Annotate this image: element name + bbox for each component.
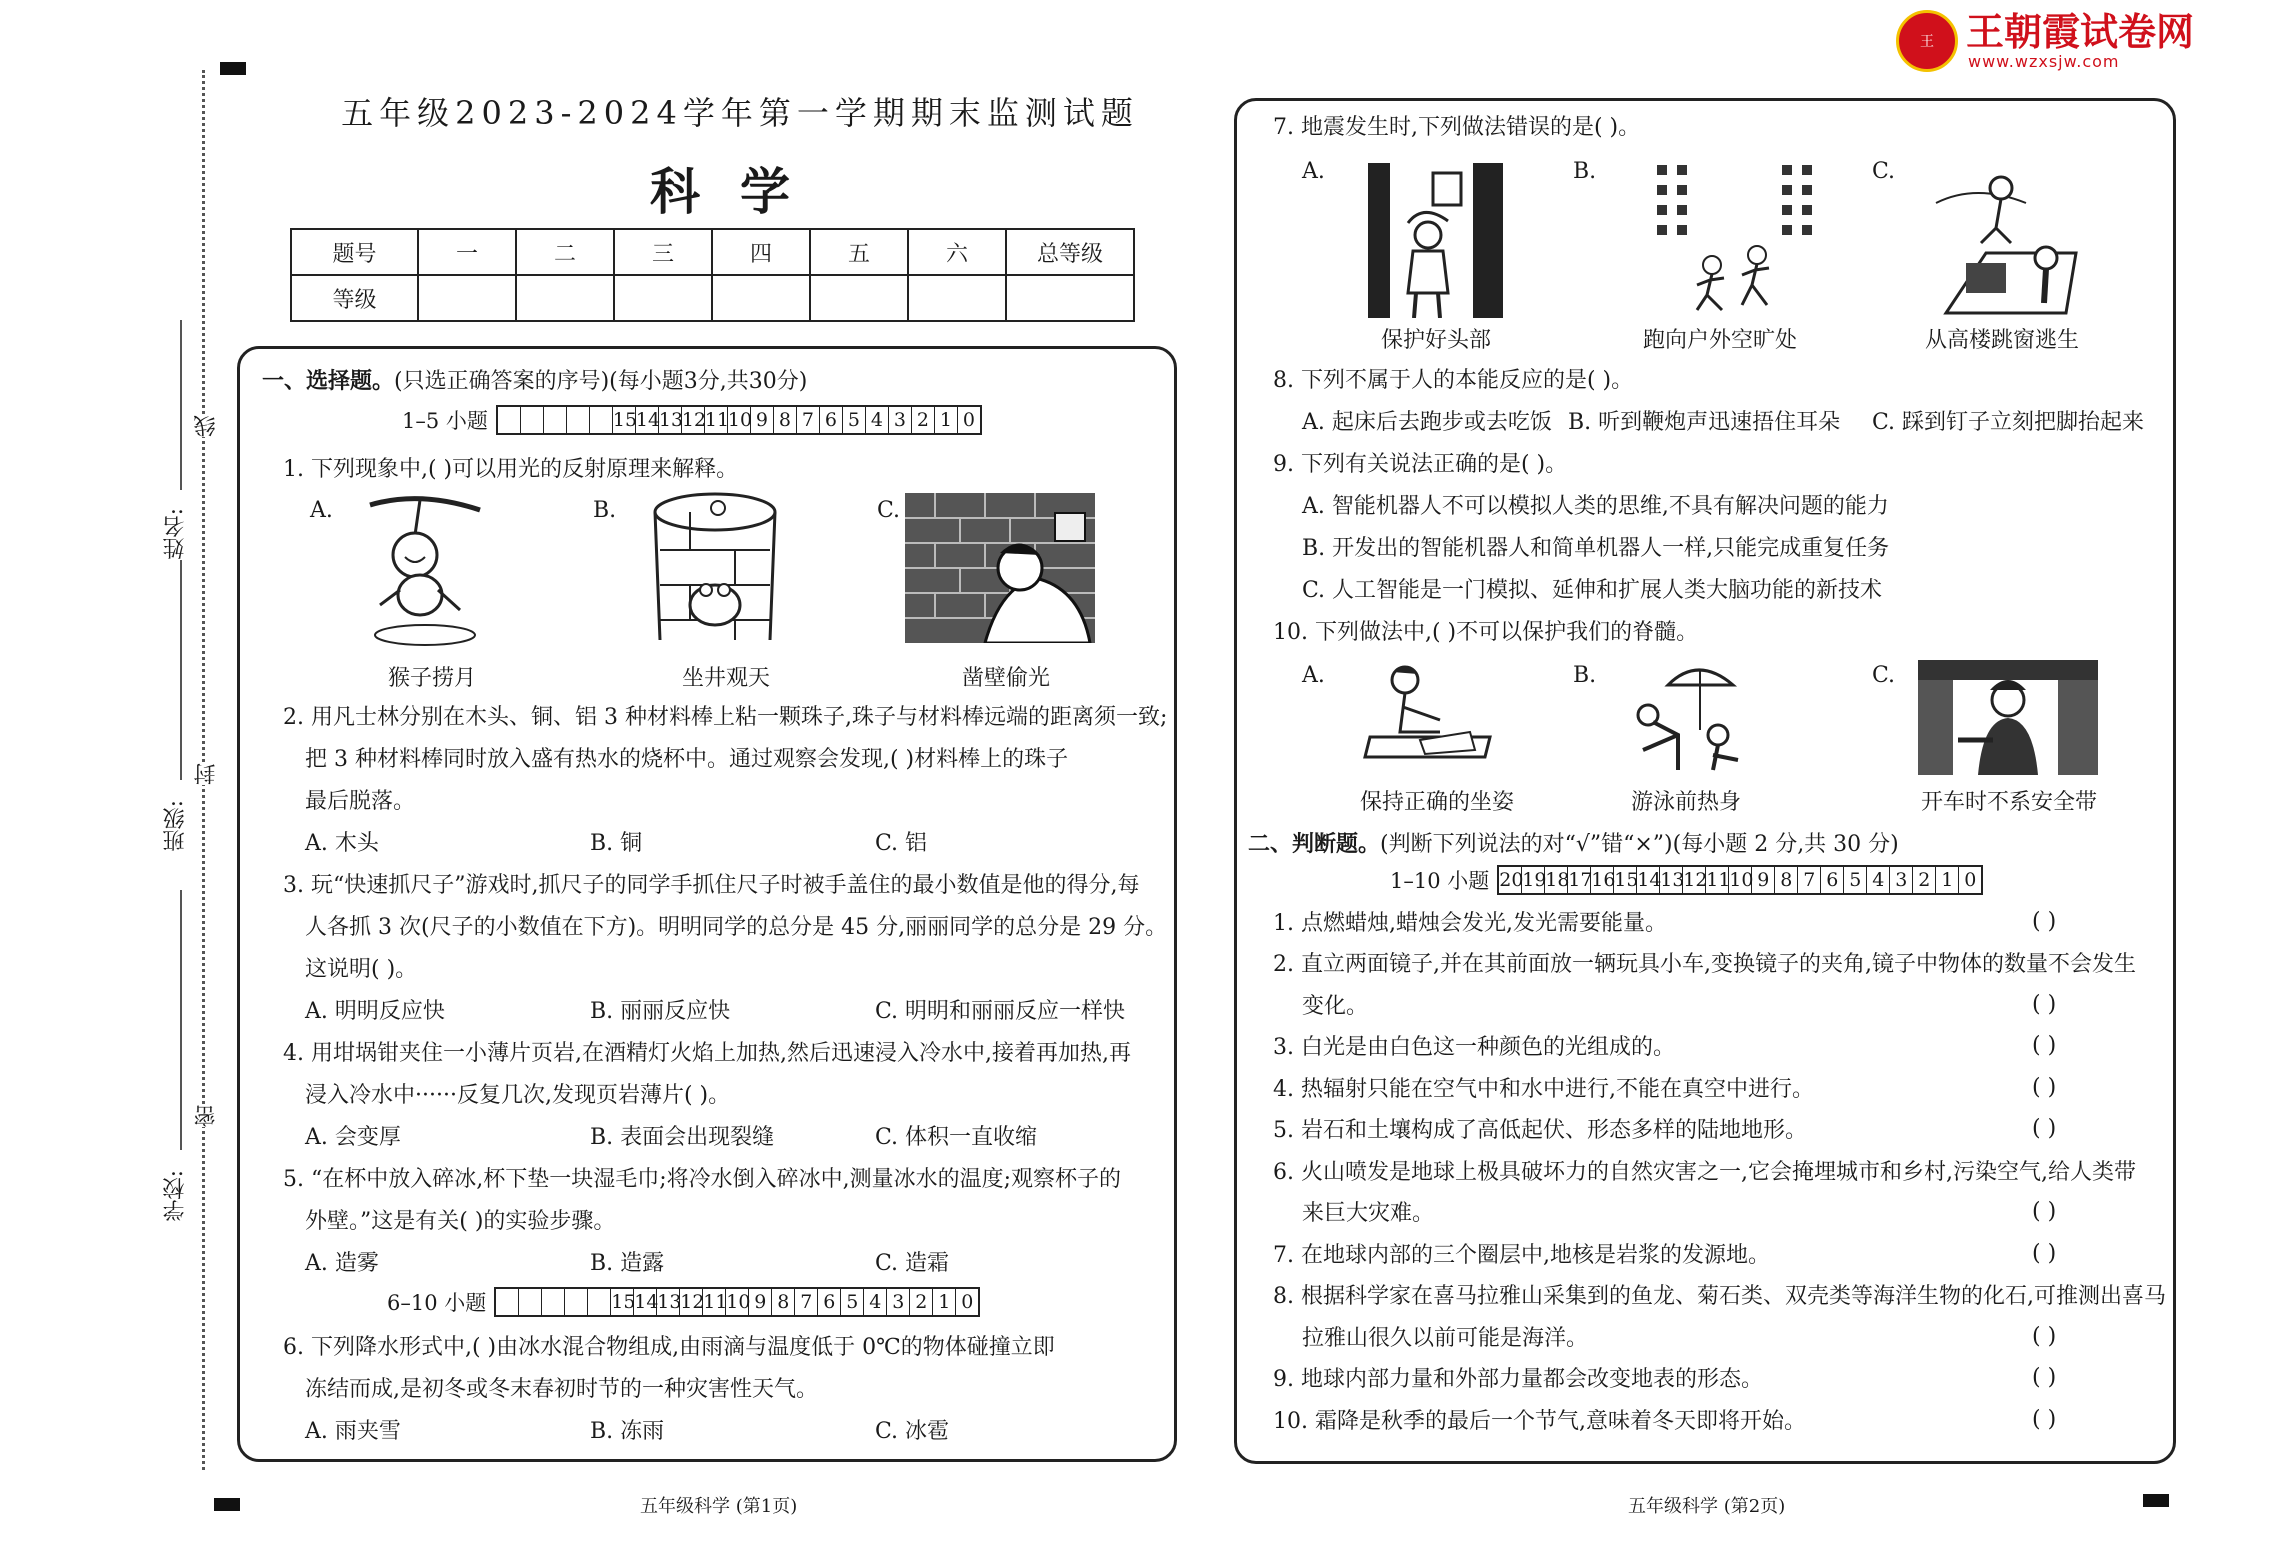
score-cell[interactable]: 5 bbox=[843, 407, 866, 433]
grade-table bbox=[290, 228, 1135, 322]
q1-option-a[interactable]: A. bbox=[310, 498, 333, 523]
judge-item-3: 3. 白光是由白色这一种颜色的光组成的。 bbox=[1273, 1035, 1675, 1060]
judge-item-1: 1. 点燃蜡烛,蜡烛会发光,发光需要能量。 bbox=[1273, 911, 1667, 936]
score-cell[interactable]: 5 bbox=[1844, 867, 1867, 893]
q4-line2: 浸入冷水中······反复几次,发现页岩薄片( )。 bbox=[305, 1083, 731, 1108]
q8-option-c[interactable]: C. 踩到钉子立刻把脚抬起来 bbox=[1872, 410, 2145, 435]
q2-line1: 2. 用凡士林分别在木头、铜、铝 3 种材料棒上粘一颗珠子,珠子与材料棒远端的距离须一致; bbox=[283, 705, 1168, 730]
score-cell[interactable]: 13 bbox=[1660, 869, 1685, 891]
q7-stem: 7. 地震发生时,下列做法错误的是( )。 bbox=[1273, 115, 1641, 140]
score-cell[interactable]: 4 bbox=[866, 407, 889, 433]
q5-option-b[interactable]: B. 造露 bbox=[590, 1251, 665, 1276]
judge-answer-5[interactable]: ( ) bbox=[2032, 1116, 2057, 1141]
score-cell[interactable]: 17 bbox=[1568, 869, 1593, 891]
q6-option-c[interactable]: C. 冰雹 bbox=[875, 1419, 950, 1444]
registration-mark bbox=[220, 62, 246, 75]
score-cell[interactable]: 0 bbox=[962, 409, 975, 431]
grade-input-cell[interactable] bbox=[614, 275, 712, 321]
binding-feng-word: 封 bbox=[191, 763, 222, 785]
q7-caption-a: 保护好头部 bbox=[1381, 328, 1492, 353]
answer-cell[interactable] bbox=[519, 1289, 542, 1315]
judge-item-8-cont: 拉雅山很久以前可能是海洋。 bbox=[1302, 1326, 1589, 1351]
score-cell[interactable]: 12 bbox=[680, 1291, 705, 1313]
grade-input-cell[interactable] bbox=[810, 275, 908, 321]
grade-input-cell[interactable] bbox=[908, 275, 1006, 321]
score-cell[interactable]: 6 bbox=[818, 1289, 841, 1315]
logo-title: 王朝霞试卷网 bbox=[1966, 9, 2195, 54]
judge-answer-9[interactable]: ( ) bbox=[2032, 1365, 2057, 1390]
judge-item-6: 6. 火山喷发是地球上极具破坏力的自然灾害之一,它会掩埋城市和乡村,污染空气,给人类带 bbox=[1273, 1160, 2136, 1185]
score-cell[interactable]: 6 bbox=[1821, 867, 1844, 893]
score-cell[interactable]: 8 bbox=[774, 407, 797, 433]
q1-stem: 1. 下列现象中,( )可以用光的反射原理来解释。 bbox=[283, 457, 739, 482]
score-cell[interactable]: 1 bbox=[935, 407, 958, 433]
judge-item-2: 2. 直立两面镜子,并在其前面放一辆玩具小车,变换镜子的夹角,镜子中物体的数量不会发生 bbox=[1273, 952, 2136, 977]
registration-mark bbox=[2143, 1494, 2169, 1507]
jump-window-illustration bbox=[1926, 163, 2086, 323]
score-cell[interactable]: 16 bbox=[1591, 869, 1616, 891]
binding-xian-word: 线 bbox=[191, 415, 222, 437]
score-cell[interactable]: 9 bbox=[749, 1289, 772, 1315]
judge-item-7: 7. 在地球内部的三个圈层中,地核是岩浆的发源地。 bbox=[1273, 1243, 1770, 1268]
no-seatbelt-illustration bbox=[1918, 660, 2098, 775]
page-footer-left: 五年级科学 (第1页) bbox=[640, 1496, 798, 1517]
site-logo bbox=[1896, 10, 2194, 72]
q7-option-a[interactable]: A. bbox=[1302, 159, 1325, 184]
protect-head-illustration bbox=[1368, 163, 1503, 318]
section2-title: 二、判断题。 bbox=[1248, 831, 1381, 857]
judge-answer-4[interactable]: ( ) bbox=[2032, 1075, 2057, 1100]
q8-stem: 8. 下列不属于人的本能反应的是( )。 bbox=[1273, 368, 1634, 393]
q6-option-a[interactable]: A. 雨夹雪 bbox=[305, 1419, 401, 1444]
score-cell[interactable]: 8 bbox=[772, 1289, 795, 1315]
section1-title: 一、选择题。 bbox=[262, 368, 395, 394]
q4-option-a[interactable]: A. 会变厚 bbox=[305, 1125, 401, 1150]
run-outside-illustration bbox=[1652, 160, 1817, 320]
q9-stem: 9. 下列有关说法正确的是( )。 bbox=[1273, 452, 1568, 477]
judge-item-2-cont: 变化。 bbox=[1302, 994, 1369, 1019]
score-cell[interactable]: 5 bbox=[841, 1289, 864, 1315]
q9-option-c[interactable]: C. 人工智能是一门模拟、延伸和扩展人类大脑功能的新技术 bbox=[1302, 578, 1883, 603]
score-cell[interactable]: 3 bbox=[889, 407, 912, 433]
q8-option-a[interactable]: A. 起床后去跑步或去吃饭 bbox=[1302, 410, 1552, 435]
exam-title: 五年级2023-2024学年第一学期期末监测试题 bbox=[341, 94, 1139, 132]
logo-url: www.wzxsjw.com bbox=[1968, 51, 2120, 71]
answer-cell[interactable] bbox=[521, 407, 544, 433]
answer-row-6-10 bbox=[387, 1287, 980, 1317]
score-cell[interactable]: 10 bbox=[726, 1291, 751, 1313]
q1-caption-a: 猴子捞月 bbox=[388, 666, 477, 691]
score-cell[interactable]: 9 bbox=[751, 407, 774, 433]
q8-option-b[interactable]: B. 听到鞭炮声迅速捂住耳朵 bbox=[1568, 410, 1841, 435]
section2-heading bbox=[1248, 827, 1899, 858]
q7-caption-b: 跑向户外空旷处 bbox=[1643, 328, 1798, 353]
judge-item-5: 5. 岩石和土壤构成了高低起伏、形态多样的陆地地形。 bbox=[1273, 1118, 1807, 1143]
score-cell[interactable]: 0 bbox=[961, 1291, 974, 1313]
score-cell[interactable]: 7 bbox=[795, 1289, 818, 1315]
q5-option-a[interactable]: A. 造雾 bbox=[305, 1251, 379, 1276]
q10-option-b[interactable]: B. bbox=[1573, 663, 1597, 688]
grade-input-cell[interactable] bbox=[712, 275, 810, 321]
q5-line2: 外壁。”这是有关( )的实验步骤。 bbox=[305, 1209, 616, 1234]
judge-answer-7[interactable]: ( ) bbox=[2032, 1241, 2057, 1266]
judge-item-8: 8. 根据科学家在喜马拉雅山采集到的鱼龙、菊石类、双壳类等海洋生物的化石,可推测出喜马 bbox=[1273, 1284, 2166, 1309]
grade-cell: 等级 bbox=[291, 275, 418, 321]
answer-row-label: 1–10 小题 bbox=[1390, 869, 1490, 893]
answer-row-1-5 bbox=[402, 405, 982, 435]
score-cell[interactable]: 4 bbox=[864, 1289, 887, 1315]
answer-cell[interactable] bbox=[567, 407, 590, 433]
judge-item-4: 4. 热辐射只能在空气中和水中进行,不能在真空中进行。 bbox=[1273, 1077, 1814, 1102]
binding-name-label: 姓名: bbox=[163, 508, 188, 560]
page-footer-right: 五年级科学 (第2页) bbox=[1628, 1496, 1786, 1517]
q2-option-a[interactable]: A. 木头 bbox=[305, 831, 379, 856]
judge-item-6-cont: 来巨大灾难。 bbox=[1302, 1201, 1435, 1226]
q1-option-b[interactable]: B. bbox=[593, 498, 617, 523]
q9-option-a[interactable]: A. 智能机器人不可以模拟人类的思维,不具有解决问题的能力 bbox=[1302, 494, 1889, 519]
q3-line1: 3. 玩“快速抓尺子”游戏时,抓尺子的同学手抓住尺子时被手盖住的最小数值是他的得分,每 bbox=[283, 873, 1140, 898]
q5-line1: 5. “在杯中放入碎冰,杯下垫一块湿毛巾;将冷水倒入碎冰中,测量冰水的温度;观察杯子的 bbox=[283, 1167, 1122, 1192]
judge-answer-1[interactable]: ( ) bbox=[2032, 909, 2057, 934]
score-cell[interactable]: 8 bbox=[1775, 867, 1798, 893]
logo-badge-icon: 王 bbox=[1896, 10, 1958, 72]
score-cell[interactable]: 15 bbox=[612, 409, 638, 431]
binding-class-label: 班级: bbox=[163, 800, 188, 852]
q10-option-c[interactable]: C. bbox=[1872, 663, 1896, 688]
q10-caption-b: 游泳前热身 bbox=[1631, 790, 1742, 815]
score-cell[interactable]: 0 bbox=[1964, 869, 1977, 891]
score-cell[interactable]: 19 bbox=[1522, 869, 1547, 891]
grade-cell: 题号 bbox=[291, 229, 418, 275]
registration-mark bbox=[214, 1498, 240, 1511]
q6-line2: 冻结而成,是初冬或冬末春初时节的一种灾害性天气。 bbox=[305, 1377, 818, 1402]
q2-line2: 把 3 种材料棒同时放入盛有热水的烧杯中。通过观察会发现,( )材料棒上的珠子 bbox=[305, 747, 1069, 772]
q10-option-a[interactable]: A. bbox=[1302, 663, 1325, 688]
grade-cell: 四 bbox=[712, 229, 810, 275]
binding-name-underline bbox=[180, 320, 182, 490]
q3-line2: 人各抓 3 次(尺子的小数值在下方)。明明同学的总分是 45 分,丽丽同学的总分是 29 分。 bbox=[305, 915, 1168, 940]
score-cell[interactable]: 10 bbox=[1729, 869, 1754, 891]
q6-option-b[interactable]: B. 冻雨 bbox=[590, 1419, 665, 1444]
q10-caption-a: 保持正确的坐姿 bbox=[1360, 790, 1515, 815]
monkey-illustration bbox=[360, 495, 490, 650]
score-cell[interactable]: 3 bbox=[887, 1289, 910, 1315]
section2-instructions: (判断下列说法的对“√”错“×”)(每小题 2 分,共 30 分) bbox=[1380, 832, 1899, 857]
grade-cell: 一 bbox=[418, 229, 516, 275]
answer-cell[interactable] bbox=[590, 407, 613, 433]
q4-line1: 4. 用坩埚钳夹住一小薄片页岩,在酒精灯火焰上加热,然后迅速浸入冷水中,接着再加热,再 bbox=[283, 1041, 1131, 1066]
score-cell[interactable]: 14 bbox=[634, 1291, 659, 1313]
q4-option-b[interactable]: B. 表面会出现裂缝 bbox=[590, 1125, 775, 1150]
score-cell[interactable]: 2 bbox=[912, 407, 935, 433]
q10-caption-c: 开车时不系安全带 bbox=[1921, 790, 2098, 815]
score-cell[interactable]: 10 bbox=[727, 409, 753, 431]
grade-cell: 五 bbox=[810, 229, 908, 275]
q3-option-c[interactable]: C. 明明和丽丽反应一样快 bbox=[875, 999, 1126, 1024]
q6-line1: 6. 下列降水形式中,( )由冰水混合物组成,由雨滴与温度低于 0℃的物体碰撞立即 bbox=[283, 1335, 1055, 1360]
frog-in-well-illustration bbox=[640, 490, 790, 650]
q7-option-b[interactable]: B. bbox=[1573, 159, 1597, 184]
score-cell[interactable]: 15 bbox=[611, 1291, 636, 1313]
q2-line3: 最后脱落。 bbox=[305, 789, 416, 814]
score-cell[interactable]: 13 bbox=[658, 409, 684, 431]
grade-table-header-row bbox=[291, 229, 1134, 275]
score-cell[interactable]: 18 bbox=[1545, 869, 1570, 891]
score-cell[interactable]: 11 bbox=[1706, 869, 1731, 891]
score-cell[interactable]: 7 bbox=[1798, 867, 1821, 893]
score-cell[interactable]: 12 bbox=[681, 409, 707, 431]
sitting-posture-illustration bbox=[1360, 662, 1500, 772]
grade-input-cell[interactable] bbox=[516, 275, 614, 321]
judge-item-9: 9. 地球内部力量和外部力量都会改变地表的形态。 bbox=[1273, 1367, 1763, 1392]
q9-option-b[interactable]: B. 开发出的智能机器人和简单机器人一样,只能完成重复任务 bbox=[1302, 536, 1890, 561]
answer-cell[interactable] bbox=[544, 407, 567, 433]
score-cell[interactable]: 3 bbox=[1890, 867, 1913, 893]
answer-row-label: 1–5 小题 bbox=[402, 409, 488, 433]
answer-cell[interactable] bbox=[542, 1289, 565, 1315]
score-cell[interactable]: 14 bbox=[1637, 869, 1662, 891]
answer-cell[interactable] bbox=[588, 1289, 611, 1315]
q7-option-c[interactable]: C. bbox=[1872, 159, 1896, 184]
grade-cell: 总等级 bbox=[1006, 229, 1134, 275]
score-cell[interactable]: 15 bbox=[1614, 869, 1639, 891]
chiseling-wall-illustration bbox=[905, 493, 1095, 643]
subject-title: 科学 bbox=[650, 162, 830, 221]
judge-answer-10[interactable]: ( ) bbox=[2032, 1407, 2057, 1432]
q7-caption-c: 从高楼跳窗逃生 bbox=[1925, 328, 2080, 353]
q10-stem: 10. 下列做法中,( )不可以保护我们的脊髓。 bbox=[1273, 620, 1699, 645]
section1-heading bbox=[262, 364, 807, 395]
score-cell[interactable]: 7 bbox=[797, 407, 820, 433]
q1-caption-c: 凿壁偷光 bbox=[962, 666, 1051, 691]
judge-answer-2[interactable]: ( ) bbox=[2032, 992, 2057, 1017]
judge-answer-8[interactable]: ( ) bbox=[2032, 1324, 2057, 1349]
binding-class-underline bbox=[180, 560, 182, 780]
answer-row-1-10-judge bbox=[1390, 865, 1983, 895]
answer-cell[interactable] bbox=[496, 1289, 519, 1315]
judge-answer-3[interactable]: ( ) bbox=[2032, 1033, 2057, 1058]
binding-school-label: 学校: bbox=[163, 1170, 188, 1222]
score-cell[interactable]: 2 bbox=[1913, 867, 1936, 893]
q4-option-c[interactable]: C. 体积一直收缩 bbox=[875, 1125, 1038, 1150]
score-cell[interactable]: 11 bbox=[704, 409, 730, 431]
score-cell[interactable]: 9 bbox=[1752, 867, 1775, 893]
q1-caption-b: 坐井观天 bbox=[682, 666, 771, 691]
grade-input-cell[interactable] bbox=[418, 275, 516, 321]
answer-cell[interactable] bbox=[565, 1289, 588, 1315]
answer-cells[interactable] bbox=[1497, 865, 1983, 895]
score-cell[interactable]: 20 bbox=[1499, 869, 1524, 891]
q3-line3: 这说明( )。 bbox=[305, 957, 418, 982]
binding-mi-word: 密 bbox=[191, 1105, 222, 1127]
score-cell[interactable]: 6 bbox=[820, 407, 843, 433]
score-cell[interactable]: 12 bbox=[1683, 869, 1708, 891]
answer-cells[interactable] bbox=[494, 1287, 980, 1317]
q2-option-b[interactable]: B. 铜 bbox=[590, 831, 643, 856]
section1-instructions: (只选正确答案的序号)(每小题3分,共30分) bbox=[394, 369, 808, 394]
score-cell[interactable]: 4 bbox=[1867, 867, 1890, 893]
grade-cell: 二 bbox=[516, 229, 614, 275]
score-cell[interactable]: 13 bbox=[657, 1291, 682, 1313]
q3-option-b[interactable]: B. 丽丽反应快 bbox=[590, 999, 731, 1024]
grade-cell: 三 bbox=[614, 229, 712, 275]
q1-option-c[interactable]: C. bbox=[877, 498, 901, 523]
binding-school-underline bbox=[180, 890, 182, 1150]
q2-option-c[interactable]: C. 铝 bbox=[875, 831, 928, 856]
answer-cells[interactable] bbox=[496, 405, 982, 435]
grade-input-cell[interactable] bbox=[1006, 275, 1134, 321]
score-cell[interactable]: 1 bbox=[933, 1289, 956, 1315]
score-cell[interactable]: 1 bbox=[1936, 867, 1959, 893]
grade-cell: 六 bbox=[908, 229, 1006, 275]
grade-table-score-row bbox=[291, 275, 1134, 321]
q5-option-c[interactable]: C. 造霜 bbox=[875, 1251, 950, 1276]
judge-answer-6[interactable]: ( ) bbox=[2032, 1199, 2057, 1224]
answer-cell[interactable] bbox=[498, 407, 521, 433]
answer-row-label: 6–10 小题 bbox=[387, 1291, 487, 1315]
judge-item-10: 10. 霜降是秋季的最后一个节气,意味着冬天即将开始。 bbox=[1273, 1409, 1806, 1434]
score-cell[interactable]: 2 bbox=[910, 1289, 933, 1315]
warm-up-illustration bbox=[1618, 660, 1758, 775]
score-cell[interactable]: 14 bbox=[635, 409, 661, 431]
q3-option-a[interactable]: A. 明明反应快 bbox=[305, 999, 445, 1024]
score-cell[interactable]: 11 bbox=[703, 1291, 728, 1313]
